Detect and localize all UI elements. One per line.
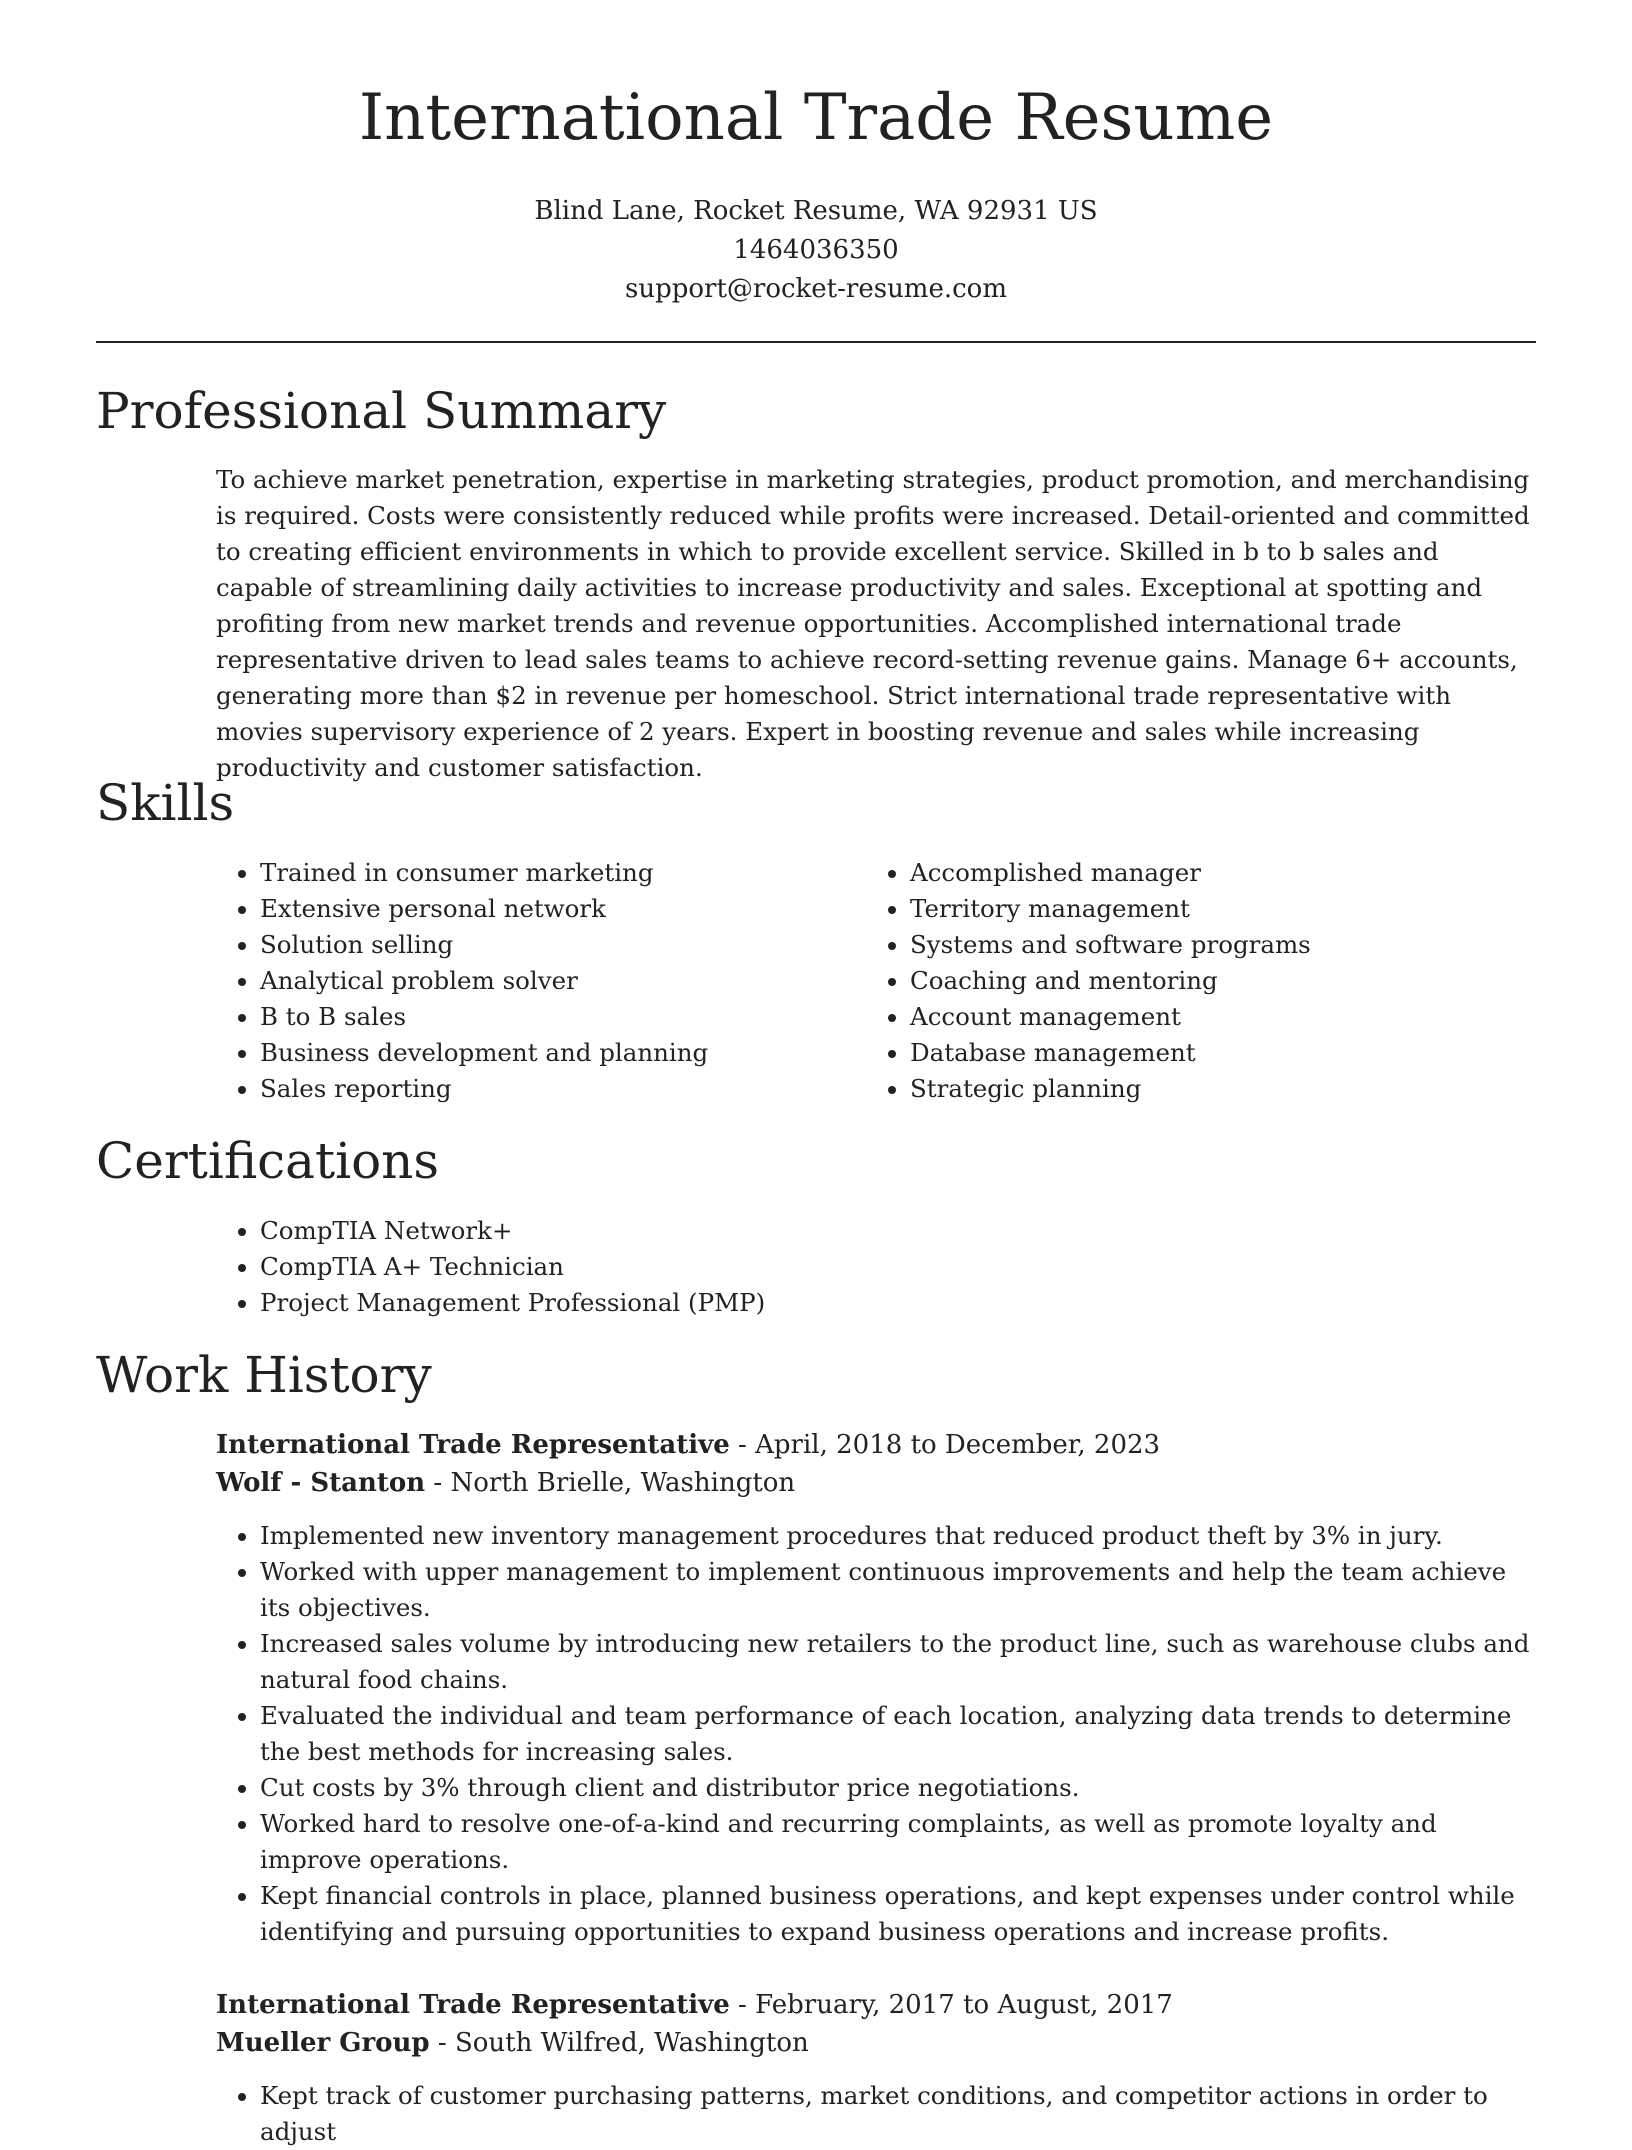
- job-bullet: • Kept financial controls in place, planned business operations, and kept expenses under control while identifying and pursuing opportunities to expand business operations and increase profits.: [260, 1878, 1536, 1950]
- certifications-list: [216, 1213, 1260, 1321]
- skills-list-right: [866, 855, 1530, 1107]
- job-bullet: • Evaluated the individual and team performance of each location, analyzing data trends to determine the best methods for increasing sales.: [260, 1698, 1536, 1770]
- section-heading-work-history: Work History: [96, 1346, 432, 1404]
- section-heading-summary: Professional Summary: [96, 382, 667, 440]
- job-bullet: • Increased sales volume by introducing new retailers to the product line, such as warehouse clubs and natural food chains.: [260, 1626, 1536, 1698]
- job-bullet: • Implemented new inventory management procedures that reduced product theft by 3% in jury.: [260, 1518, 1536, 1554]
- skill-item: • Analytical problem solver: [260, 963, 880, 999]
- job-location: North Brielle, Washington: [450, 1468, 796, 1498]
- skill-item: • Coaching and mentoring: [910, 963, 1530, 999]
- skill-item: • Trained in consumer marketing: [260, 855, 880, 891]
- job-title: International Trade Representative: [216, 1430, 730, 1460]
- skill-item: • Accomplished manager: [910, 855, 1530, 891]
- skill-item: • Strategic planning: [910, 1071, 1530, 1107]
- job-title: International Trade Representative: [216, 1990, 730, 2020]
- skill-item: • Business development and planning: [260, 1035, 880, 1071]
- contact-block: [0, 192, 1632, 309]
- job-dates: April, 2018 to December, 2023: [755, 1430, 1161, 1460]
- job-entry: [216, 1986, 1536, 2150]
- job-title-line: [216, 1986, 1536, 2024]
- skill-item: • Database management: [910, 1035, 1530, 1071]
- job-title-line: [216, 1426, 1536, 1464]
- skill-item: • Solution selling: [260, 927, 880, 963]
- skills-list-left: [216, 855, 880, 1107]
- resume-title: International Trade Resume: [358, 81, 1274, 155]
- contact-phone: 1464036350: [733, 235, 899, 265]
- job-bullet: • Worked with upper management to implement continuous improvements and help the team achieve its objectives.: [260, 1554, 1536, 1626]
- job-entry: [216, 1426, 1536, 1950]
- header-divider: [96, 341, 1536, 343]
- separator: -: [429, 2028, 455, 2058]
- skill-item: • Systems and software programs: [910, 927, 1530, 963]
- skill-item: • Sales reporting: [260, 1071, 880, 1107]
- job-dates: February, 2017 to August, 2017: [755, 1990, 1173, 2020]
- certification-item: • CompTIA Network+: [260, 1213, 1260, 1249]
- skill-item: • Territory management: [910, 891, 1530, 927]
- section-heading-certifications: Certifications: [96, 1132, 440, 1190]
- skill-item: • Account management: [910, 999, 1530, 1035]
- separator: -: [425, 1468, 451, 1498]
- skill-item: • Extensive personal network: [260, 891, 880, 927]
- certification-item: • Project Management Professional (PMP): [260, 1285, 1260, 1321]
- job-company-line: [216, 2024, 1536, 2062]
- separator: -: [729, 1430, 756, 1460]
- job-bullet: • Worked hard to resolve one-of-a-kind and recurring complaints, as well as promote loyalty and improve operations.: [260, 1806, 1536, 1878]
- job-bullets: [216, 2078, 1536, 2150]
- job-company: Wolf - Stanton: [216, 1468, 426, 1498]
- skill-item: • B to B sales: [260, 999, 880, 1035]
- summary-text: To achieve market penetration, expertise in marketing strategies, product promotion, and merchandising is required. Costs were consistently reduced while profits were increased. Detail-oriented and committed to creating efficient environments in which to provide excellent service. Skilled in b to b sales and capable of streamlining daily activities to increase productivity and sales. Exceptional at spotting and profiting from new market trends and revenue opportunities. Accomplished international trade representative driven to lead sales teams to achieve record-setting revenue gains. Manage 6+ accounts, generating more than $2 in revenue per homeschool. Strict international trade representative with movies supervisory experience of 2 years. Expert in boosting revenue and sales while increasing productivity and customer satisfaction.: [216, 465, 1530, 782]
- certification-item: • CompTIA A+ Technician: [260, 1249, 1260, 1285]
- job-location: South Wilfred, Washington: [454, 2028, 809, 2058]
- job-company: Mueller Group: [216, 2028, 430, 2058]
- job-bullet: • Kept track of customer purchasing patterns, market conditions, and competitor actions in order to adjust: [260, 2078, 1536, 2150]
- separator: -: [729, 1990, 756, 2020]
- job-company-line: [216, 1464, 1536, 1502]
- contact-email: support@rocket-resume.com: [624, 274, 1007, 304]
- job-bullet: • Cut costs by 3% through client and distributor price negotiations.: [260, 1770, 1536, 1806]
- contact-address: Blind Lane, Rocket Resume, WA 92931 US: [534, 196, 1098, 226]
- section-heading-skills: Skills: [96, 774, 235, 832]
- job-bullets: [216, 1518, 1536, 1950]
